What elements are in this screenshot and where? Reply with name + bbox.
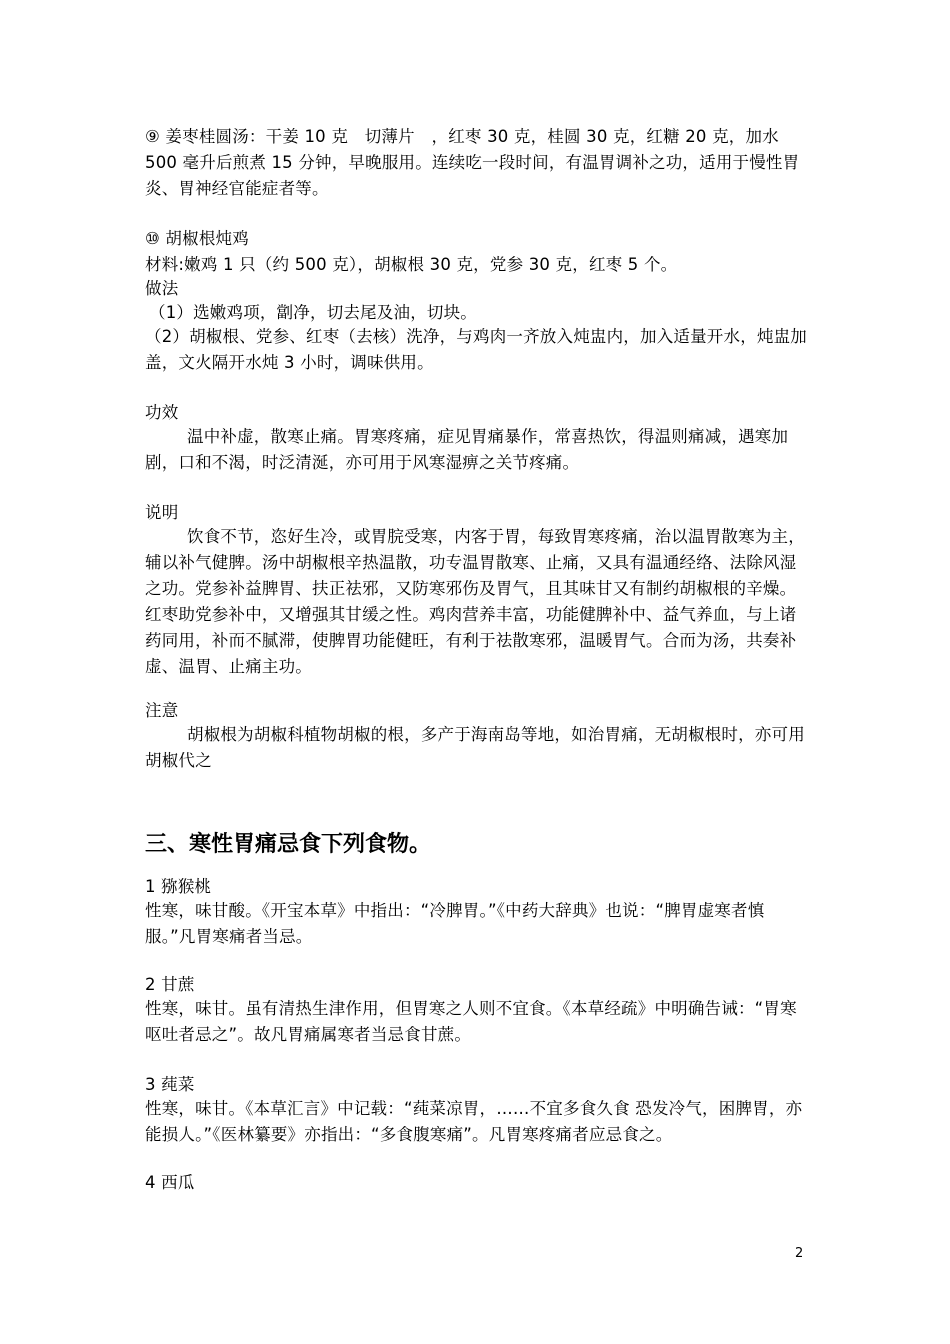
section-3-heading: 三、寒性胃痛忌食下列食物。	[145, 832, 432, 857]
food-item-title: 1 猕猴桃	[145, 877, 212, 896]
food-item-title: 3 莼菜	[145, 1075, 195, 1094]
page-number: 2	[795, 1246, 804, 1261]
method-heading: 做法	[145, 279, 179, 298]
food-item-text: 性寒，味甘。《本草汇言》中记载：“莼菜凉胃，……不宜多食久食 恐发冷气，困脾胃，亦能损人。”《医林纂要》亦指出：“多食腹寒痛”。凡胃寒疼痛者应忌食之。	[145, 1099, 803, 1144]
food-item-title: 4 西瓜	[145, 1173, 195, 1192]
explain-paragraph: 饮食不节，恣好生冷，或胃脘受寒，内客于胃，每致胃寒疼痛，治以温胃散寒为主，辅以补气健脾。汤中胡椒根辛热温散，功专温胃散寒、止痛，又具有温通经络、法除风湿之功。党参补益脾胃、扶正祛邪，又防寒邪伤及胃气，且其味甘又有制约胡椒根的辛燥。红枣助党参补中，又增强其甘缓之性。鸡肉营养丰富，功能健脾补中、益气养血，与上诸药同用，补而不腻滞，使脾胃功能健旺，有利于祛散寒邪，温暖胃气。合而为汤，共奏补虚、温胃、止痛主功。	[145, 527, 805, 676]
explain-heading: 说明	[145, 503, 179, 522]
effect-paragraph: 温中补虚，散寒止痛。胃寒疼痛，症见胃痛暴作，常喜热饮，得温则痛减，遇寒加剧，口和不渴，时泛清涎，亦可用于风寒湿痹之关节疼痛。	[145, 427, 789, 472]
food-item-title: 2 甘蔗	[145, 975, 195, 994]
effect-heading: 功效	[145, 403, 179, 422]
note-heading: 注意	[145, 701, 179, 720]
recipe-10-title: ⑩ 胡椒根炖鸡	[145, 229, 249, 248]
method-step-2: （2）胡椒根、党参、红枣（去核）洗净，与鸡肉一齐放入炖盅内，加入适量开水，炖盅加盖，文火隔开水炖 3 小时，调味供用。	[145, 327, 807, 372]
food-item-text: 性寒，味甘。虽有清热生津作用，但胃寒之人则不宜食。《本草经疏》中明确告诫：“胃寒呕吐者忌之”。故凡胃痛属寒者当忌食甘蔗。	[145, 999, 797, 1044]
recipe-9-paragraph: ⑨ 姜枣桂圆汤：干姜 10 克 切薄片 ，红枣 30 克，桂圆 30 克，红糖 20 克，加水 500 毫升后煎煮 15 分钟，早晚服用。连续吃一段时间，有温胃调补之功，适用于慢性胃炎、胃神经官能症者等。	[145, 127, 800, 198]
method-step-1: （1）选嫩鸡项，劏净，切去尾及油，切块。	[149, 303, 477, 322]
recipe-10-materials: 材料:嫩鸡 1 只（约 500 克），胡椒根 30 克，党参 30 克，红枣 5 个。	[145, 255, 678, 274]
food-item-text: 性寒，味甘酸。《开宝本草》中指出：“冷脾胃。”《中药大辞典》也说：“脾胃虚寒者慎服。”凡胃寒痛者当忌。	[145, 901, 765, 946]
note-paragraph: 胡椒根为胡椒科植物胡椒的根，多产于海南岛等地，如治胃痛，无胡椒根时，亦可用胡椒代之	[145, 725, 805, 770]
